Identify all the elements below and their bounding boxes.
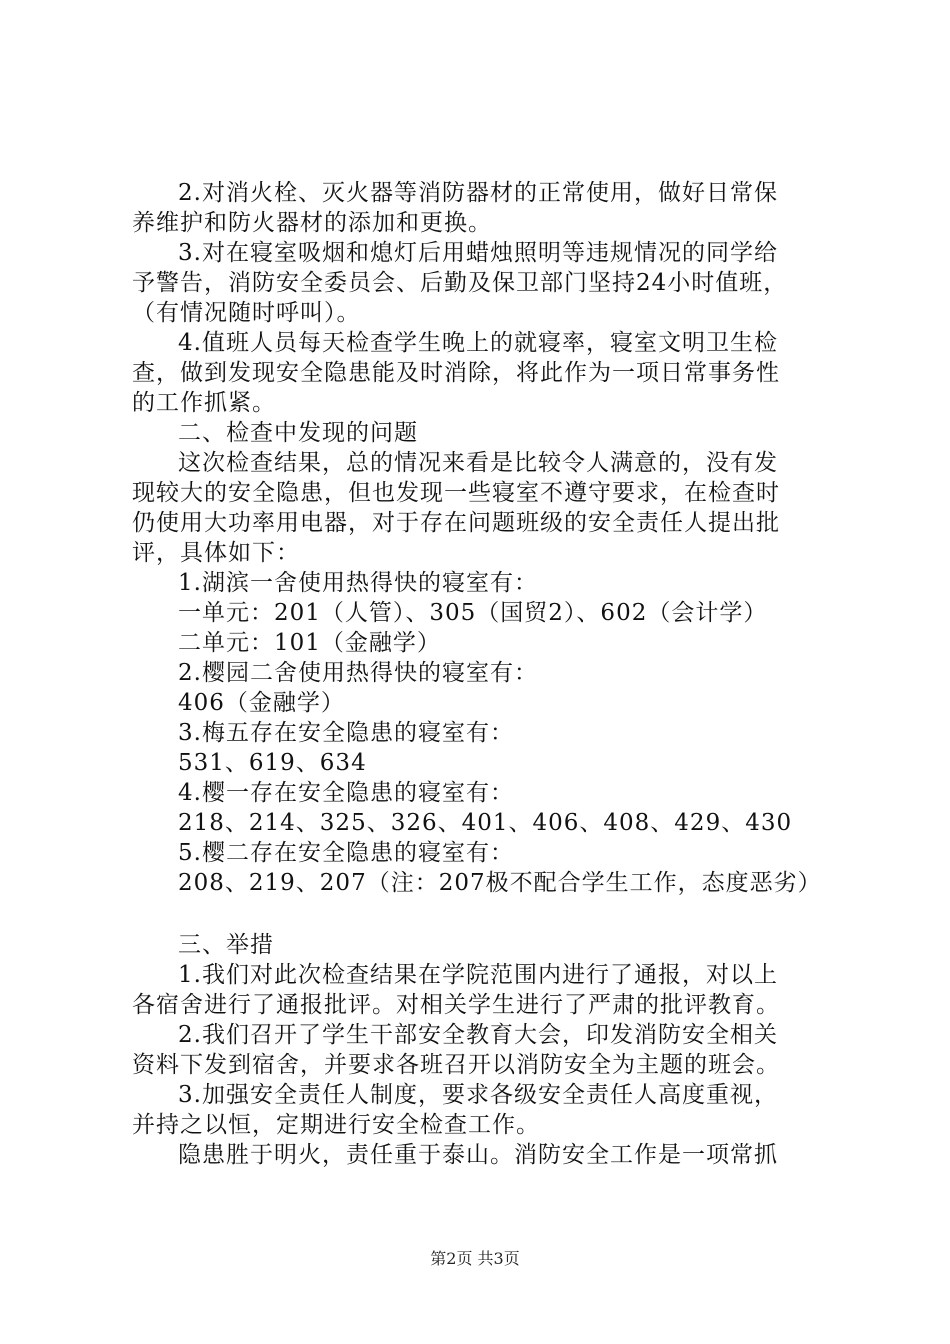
page-footer: 第2页 共3页 xyxy=(430,1249,520,1268)
text-line: 养维护和防火器材的添加和更换。 xyxy=(132,210,492,236)
text-line: 这次检查结果，总的情况来看是比较令人满意的，没有发 xyxy=(178,450,778,476)
text-line: 2.对消火栓、灭火器等消防器材的正常使用，做好日常保 xyxy=(178,180,778,206)
text-line: 2.我们召开了学生干部安全教育大会，印发消防安全相关 xyxy=(178,1022,778,1048)
text-line: 查，做到发现安全隐患能及时消除，将此作为一项日常事务性 xyxy=(132,360,780,386)
text-line: 并持之以恒，定期进行安全检查工作。 xyxy=(132,1112,540,1138)
text-line: 3.对在寝室吸烟和熄灯后用蜡烛照明等违规情况的同学给 xyxy=(178,240,778,266)
text-line: 三、举措 xyxy=(178,932,274,958)
text-line: 予警告，消防安全委员会、后勤及保卫部门坚持24小时值班， xyxy=(132,270,788,296)
blank-line xyxy=(178,898,838,930)
document-body xyxy=(132,178,838,1170)
text-line: 资料下发到宿舍，并要求各班召开以消防安全为主题的班会。 xyxy=(132,1052,780,1078)
text-line: 二单元：101（金融学） xyxy=(178,630,441,656)
text-line: 218、214、325、326、401、406、408、429、430 xyxy=(178,810,793,836)
text-line: 531、619、634 xyxy=(178,750,367,776)
text-line: 2.樱园二舍使用热得快的寝室有： xyxy=(178,660,538,686)
text-line: 1.我们对此次检查结果在学院范围内进行了通报，对以上 xyxy=(178,962,778,988)
text-line: （有情况随时呼叫）。 xyxy=(132,300,361,326)
text-line: 4.值班人员每天检查学生晚上的就寝率，寝室文明卫生检 xyxy=(178,330,778,356)
text-line: 二、检查中发现的问题 xyxy=(178,420,418,446)
text-line: 的工作抓紧。 xyxy=(132,390,276,416)
text-line: 隐患胜于明火，责任重于泰山。消防安全工作是一项常抓 xyxy=(178,1142,778,1168)
text-line: 4.樱一存在安全隐患的寝室有： xyxy=(178,780,514,806)
text-line: 5.樱二存在安全隐患的寝室有： xyxy=(178,840,514,866)
text-line: 1.湖滨一舍使用热得快的寝室有： xyxy=(178,570,538,596)
text-line: 406（金融学） xyxy=(178,690,345,716)
text-line: 各宿舍进行了通报批评。对相关学生进行了严肃的批评教育。 xyxy=(132,992,780,1018)
text-line: 评，具体如下： xyxy=(132,540,300,566)
text-line: 3.加强安全责任人制度，要求各级安全责任人高度重视， xyxy=(178,1082,778,1108)
text-line: 一单元：201（人管）、305（国贸2）、602（会计学） xyxy=(178,600,768,626)
text-line: 现较大的安全隐患，但也发现一些寝室不遵守要求，在检查时 xyxy=(132,480,780,506)
text-line: 208、219、207（注：207极不配合学生工作，态度恶劣） xyxy=(178,870,822,896)
text-line: 仍使用大功率用电器，对于存在问题班级的安全责任人提出批 xyxy=(132,510,780,536)
text-line: 3.梅五存在安全隐患的寝室有： xyxy=(178,720,514,746)
